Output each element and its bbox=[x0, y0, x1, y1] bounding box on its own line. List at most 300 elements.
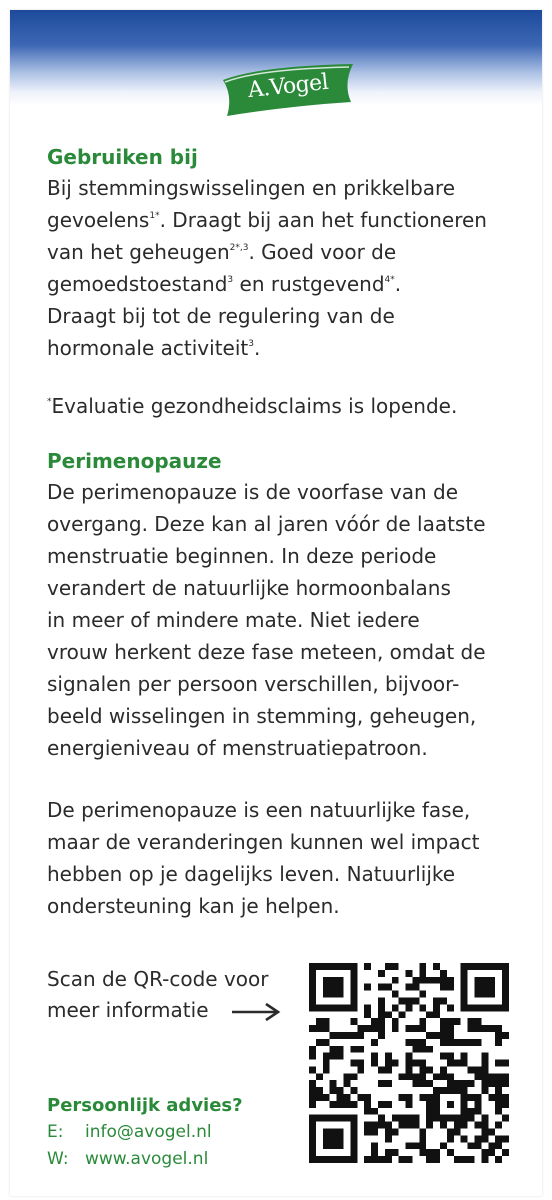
qr-module bbox=[406, 1122, 413, 1129]
qr-module bbox=[406, 984, 413, 991]
qr-module bbox=[412, 1073, 419, 1080]
qr-module bbox=[502, 1060, 509, 1067]
qr-module bbox=[330, 1087, 337, 1094]
qr-module bbox=[392, 991, 399, 998]
qr-module bbox=[481, 1066, 488, 1073]
qr-module bbox=[447, 1039, 454, 1046]
qr-module bbox=[488, 963, 495, 970]
qr-module bbox=[440, 997, 447, 1004]
qr-module bbox=[419, 1060, 426, 1067]
qr-module bbox=[419, 1094, 426, 1101]
qr-module bbox=[495, 963, 502, 970]
qr-module bbox=[323, 1060, 330, 1067]
qr-module bbox=[364, 1094, 371, 1101]
qr-module bbox=[426, 1156, 433, 1163]
qr-module bbox=[488, 1073, 495, 1080]
qr-module bbox=[406, 1053, 413, 1060]
qr-module bbox=[447, 1060, 454, 1067]
qr-module bbox=[440, 1115, 447, 1122]
qr-code[interactable] bbox=[309, 963, 509, 1163]
qr-module bbox=[488, 977, 495, 984]
qr-module bbox=[392, 1115, 399, 1122]
qr-module bbox=[426, 1046, 433, 1053]
footnote-mark: 1* bbox=[149, 211, 160, 221]
qr-module bbox=[419, 1018, 426, 1025]
qr-module bbox=[371, 1122, 378, 1129]
qr-module bbox=[350, 1115, 357, 1122]
qr-module bbox=[481, 963, 488, 970]
qr-module bbox=[440, 970, 447, 977]
qr-module bbox=[323, 1156, 330, 1163]
qr-module bbox=[337, 1156, 344, 1163]
qr-module bbox=[440, 977, 447, 984]
qr-module bbox=[371, 1142, 378, 1149]
qr-module bbox=[316, 963, 323, 970]
qr-module bbox=[337, 1142, 344, 1149]
qr-module bbox=[330, 984, 337, 991]
footnote-mark: 2*,3 bbox=[229, 243, 249, 253]
qr-module bbox=[330, 1046, 337, 1053]
qr-module bbox=[447, 1149, 454, 1156]
qr-module bbox=[350, 1046, 357, 1053]
qr-module bbox=[412, 977, 419, 984]
qr-module bbox=[378, 1156, 385, 1163]
qr-module bbox=[316, 1073, 323, 1080]
qr-module bbox=[481, 1156, 488, 1163]
qr-module bbox=[371, 1060, 378, 1067]
qr-module bbox=[364, 1101, 371, 1108]
qr-module bbox=[433, 1073, 440, 1080]
contact-email-row bbox=[47, 1119, 243, 1146]
qr-module bbox=[447, 1073, 454, 1080]
qr-module bbox=[350, 970, 357, 977]
section-heading-perimenopauze: Perimenopauze bbox=[47, 449, 222, 473]
qr-module bbox=[502, 1094, 509, 1101]
qr-module bbox=[323, 1094, 330, 1101]
avogel-logo bbox=[219, 62, 357, 116]
qr-module bbox=[447, 977, 454, 984]
text-line: . bbox=[394, 272, 402, 296]
claims-note-text: Evaluatie gezondheidsclaims is lopende. bbox=[51, 394, 458, 418]
qr-module bbox=[392, 1060, 399, 1067]
footnote-mark: 3 bbox=[227, 275, 234, 285]
qr-module bbox=[309, 1101, 316, 1108]
qr-module bbox=[357, 1046, 364, 1053]
qr-module bbox=[419, 1073, 426, 1080]
qr-module bbox=[337, 1032, 344, 1039]
qr-module bbox=[309, 991, 316, 998]
qr-module bbox=[475, 1108, 482, 1115]
qr-module bbox=[412, 1039, 419, 1046]
qr-module bbox=[309, 1156, 316, 1163]
qr-module bbox=[378, 1066, 385, 1073]
qr-module bbox=[475, 1004, 482, 1011]
qr-module bbox=[502, 963, 509, 970]
qr-module bbox=[454, 1039, 461, 1046]
qr-module bbox=[392, 1149, 399, 1156]
qr-module bbox=[433, 1087, 440, 1094]
qr-module bbox=[309, 1004, 316, 1011]
qr-module bbox=[468, 1094, 475, 1101]
text-line: en rustgevend bbox=[233, 272, 385, 296]
logo-text: A.Vogel bbox=[246, 69, 330, 104]
qr-module bbox=[502, 997, 509, 1004]
qr-module bbox=[337, 1094, 344, 1101]
qr-module bbox=[433, 963, 440, 970]
qr-module bbox=[440, 1039, 447, 1046]
qr-module bbox=[337, 1046, 344, 1053]
qr-module bbox=[495, 1094, 502, 1101]
qr-module bbox=[330, 991, 337, 998]
qr-module bbox=[350, 1156, 357, 1163]
qr-module bbox=[330, 1142, 337, 1149]
qr-module bbox=[447, 1080, 454, 1087]
qr-module bbox=[481, 1053, 488, 1060]
arrow-right-icon bbox=[230, 1002, 282, 1022]
qr-module bbox=[323, 1066, 330, 1073]
qr-module bbox=[330, 1053, 337, 1060]
qr-module bbox=[309, 977, 316, 984]
qr-module bbox=[419, 977, 426, 984]
qr-module bbox=[316, 1156, 323, 1163]
qr-module bbox=[350, 1142, 357, 1149]
qr-module bbox=[323, 1025, 330, 1032]
qr-module bbox=[406, 970, 413, 977]
qr-module bbox=[330, 1032, 337, 1039]
qr-module bbox=[337, 977, 344, 984]
qr-module bbox=[378, 997, 385, 1004]
qr-module bbox=[392, 963, 399, 970]
qr-module bbox=[364, 1108, 371, 1115]
qr-module bbox=[330, 977, 337, 984]
qr-module bbox=[426, 1011, 433, 1018]
qr-module bbox=[495, 1039, 502, 1046]
qr-module bbox=[481, 1087, 488, 1094]
qr-module bbox=[419, 1135, 426, 1142]
qr-module bbox=[316, 1025, 323, 1032]
qr-module bbox=[461, 1122, 468, 1129]
section-body-gebruiken bbox=[47, 172, 517, 364]
qr-module bbox=[330, 1135, 337, 1142]
qr-module bbox=[419, 1004, 426, 1011]
qr-module bbox=[468, 1142, 475, 1149]
qr-module bbox=[371, 1108, 378, 1115]
qr-module bbox=[385, 1122, 392, 1129]
qr-module bbox=[475, 1101, 482, 1108]
qr-module bbox=[323, 977, 330, 984]
qr-module bbox=[406, 1156, 413, 1163]
qr-module bbox=[488, 984, 495, 991]
qr-module bbox=[343, 1094, 350, 1101]
qr-module bbox=[385, 1101, 392, 1108]
qr-module bbox=[337, 1101, 344, 1108]
qr-module bbox=[475, 963, 482, 970]
qr-module bbox=[440, 1053, 447, 1060]
qr-module bbox=[309, 1122, 316, 1129]
qr-module bbox=[461, 1115, 468, 1122]
qr-module bbox=[419, 1149, 426, 1156]
qr-module bbox=[481, 1149, 488, 1156]
package-panel bbox=[10, 10, 542, 1196]
qr-module bbox=[502, 1073, 509, 1080]
qr-module bbox=[461, 977, 468, 984]
qr-module bbox=[330, 1115, 337, 1122]
qr-module bbox=[454, 1115, 461, 1122]
qr-module bbox=[406, 1073, 413, 1080]
qr-module bbox=[385, 1135, 392, 1142]
qr-module bbox=[385, 1066, 392, 1073]
email-label: E: bbox=[47, 1122, 64, 1142]
qr-module bbox=[426, 1101, 433, 1108]
qr-module bbox=[488, 1149, 495, 1156]
qr-module bbox=[350, 991, 357, 998]
qr-module bbox=[426, 1108, 433, 1115]
qr-module bbox=[461, 997, 468, 1004]
qr-module bbox=[481, 1073, 488, 1080]
qr-module bbox=[323, 1135, 330, 1142]
web-link[interactable]: www.avogel.nl bbox=[85, 1149, 209, 1169]
qr-module bbox=[364, 984, 371, 991]
qr-module bbox=[419, 1066, 426, 1073]
qr-module bbox=[406, 1066, 413, 1073]
qr-module bbox=[378, 970, 385, 977]
qr-module bbox=[461, 984, 468, 991]
qr-module bbox=[475, 1135, 482, 1142]
qr-module bbox=[502, 1135, 509, 1142]
qr-module bbox=[502, 1004, 509, 1011]
qr-module bbox=[406, 1115, 413, 1122]
text-line: . bbox=[253, 336, 261, 360]
qr-module bbox=[412, 1025, 419, 1032]
qr-module bbox=[378, 1032, 385, 1039]
qr-module bbox=[461, 1108, 468, 1115]
qr-module bbox=[481, 1129, 488, 1136]
qr-module bbox=[468, 963, 475, 970]
qr-module bbox=[337, 1053, 344, 1060]
qr-module bbox=[468, 1018, 475, 1025]
qr-module bbox=[502, 1115, 509, 1122]
qr-module bbox=[461, 1101, 468, 1108]
qr-module bbox=[440, 1025, 447, 1032]
qr-module bbox=[502, 984, 509, 991]
qr-module bbox=[481, 991, 488, 998]
qr-module bbox=[350, 1018, 357, 1025]
qr-module bbox=[406, 1039, 413, 1046]
qr-module bbox=[399, 1115, 406, 1122]
qr-module bbox=[412, 1142, 419, 1149]
qr-module bbox=[412, 984, 419, 991]
main-text bbox=[47, 142, 517, 922]
qr-module bbox=[461, 1039, 468, 1046]
qr-module bbox=[426, 977, 433, 984]
qr-module bbox=[495, 1122, 502, 1129]
qr-module bbox=[316, 1018, 323, 1025]
qr-module bbox=[475, 1039, 482, 1046]
qr-module bbox=[330, 1129, 337, 1136]
qr-module bbox=[447, 1115, 454, 1122]
qr-module bbox=[343, 963, 350, 970]
qr-module bbox=[385, 984, 392, 991]
qr-module bbox=[309, 1053, 316, 1060]
qr-module bbox=[447, 1032, 454, 1039]
qr-module bbox=[364, 1122, 371, 1129]
qr-module bbox=[495, 1156, 502, 1163]
qr-module bbox=[350, 1149, 357, 1156]
qr-module bbox=[330, 1156, 337, 1163]
qr-module bbox=[309, 1066, 316, 1073]
qr-module bbox=[343, 1032, 350, 1039]
qr-module bbox=[309, 1129, 316, 1136]
qr-module bbox=[323, 1053, 330, 1060]
qr-module bbox=[475, 1025, 482, 1032]
qr-module bbox=[399, 1156, 406, 1163]
qr-module bbox=[385, 1149, 392, 1156]
qr-module bbox=[440, 1142, 447, 1149]
qr-module bbox=[412, 1060, 419, 1067]
qr-module bbox=[433, 1004, 440, 1011]
qr-module bbox=[364, 963, 371, 970]
qr-module bbox=[357, 1032, 364, 1039]
qr-module bbox=[357, 1066, 364, 1073]
qr-module bbox=[461, 963, 468, 970]
qr-module bbox=[461, 1060, 468, 1067]
qr-module bbox=[468, 1004, 475, 1011]
qr-module bbox=[378, 1080, 385, 1087]
qr-module bbox=[412, 1080, 419, 1087]
qr-module bbox=[461, 970, 468, 977]
qr-module bbox=[350, 1129, 357, 1136]
qr-module bbox=[495, 1087, 502, 1094]
qr-module bbox=[447, 984, 454, 991]
contact-web-row bbox=[47, 1146, 243, 1173]
qr-module bbox=[488, 1004, 495, 1011]
qr-module bbox=[502, 1101, 509, 1108]
qr-module bbox=[337, 991, 344, 998]
qr-module bbox=[343, 1115, 350, 1122]
qr-module bbox=[433, 977, 440, 984]
qr-module bbox=[475, 1122, 482, 1129]
qr-module bbox=[495, 1032, 502, 1039]
qr-module bbox=[433, 1156, 440, 1163]
qr-module bbox=[406, 1060, 413, 1067]
qr-module bbox=[337, 1115, 344, 1122]
qr-module bbox=[502, 977, 509, 984]
qr-module bbox=[454, 1156, 461, 1163]
qr-module bbox=[350, 1004, 357, 1011]
qr-module bbox=[385, 1129, 392, 1136]
text-line: hormonale activiteit bbox=[47, 336, 249, 360]
qr-module bbox=[316, 1004, 323, 1011]
qr-module bbox=[488, 1080, 495, 1087]
qr-module bbox=[309, 1142, 316, 1149]
qr-module bbox=[309, 1087, 316, 1094]
qr-module bbox=[433, 1011, 440, 1018]
qr-module bbox=[502, 1032, 509, 1039]
qr-module bbox=[350, 1135, 357, 1142]
qr-module bbox=[502, 970, 509, 977]
qr-module bbox=[309, 1046, 316, 1053]
qr-module bbox=[419, 970, 426, 977]
qr-module bbox=[378, 1115, 385, 1122]
qr-module bbox=[378, 1101, 385, 1108]
qr-module bbox=[488, 1129, 495, 1136]
qr-module bbox=[364, 1025, 371, 1032]
qr-module bbox=[495, 1135, 502, 1142]
text-line: . Draagt bij aan het functioneren bbox=[159, 208, 487, 232]
qr-module bbox=[495, 1142, 502, 1149]
qr-module bbox=[337, 1129, 344, 1136]
email-link[interactable]: info@avogel.nl bbox=[85, 1122, 212, 1142]
qr-module bbox=[433, 1149, 440, 1156]
qr-module bbox=[426, 1122, 433, 1129]
qr-module bbox=[316, 1039, 323, 1046]
qr-module bbox=[433, 997, 440, 1004]
qr-module bbox=[454, 1080, 461, 1087]
qr-module bbox=[447, 1135, 454, 1142]
qr-module bbox=[323, 984, 330, 991]
qr-module bbox=[468, 1039, 475, 1046]
qr-caption-text: Scan de QR-code voor meer informatie bbox=[47, 967, 269, 1022]
qr-module bbox=[447, 1018, 454, 1025]
qr-module bbox=[475, 1066, 482, 1073]
qr-module bbox=[419, 1142, 426, 1149]
qr-module bbox=[392, 1129, 399, 1136]
qr-module bbox=[488, 1094, 495, 1101]
qr-module bbox=[385, 1053, 392, 1060]
qr-module bbox=[468, 1025, 475, 1032]
qr-module bbox=[461, 1080, 468, 1087]
qr-module bbox=[481, 977, 488, 984]
qr-module bbox=[440, 1122, 447, 1129]
qr-module bbox=[337, 1087, 344, 1094]
web-label: W: bbox=[47, 1149, 69, 1169]
qr-module bbox=[323, 1142, 330, 1149]
footnote-mark: 4* bbox=[384, 275, 395, 285]
qr-module bbox=[406, 1004, 413, 1011]
qr-module bbox=[385, 1011, 392, 1018]
qr-module bbox=[399, 1011, 406, 1018]
qr-module bbox=[378, 1018, 385, 1025]
qr-module bbox=[371, 1149, 378, 1156]
qr-module bbox=[392, 1004, 399, 1011]
qr-module bbox=[440, 984, 447, 991]
qr-module bbox=[454, 1129, 461, 1136]
qr-module bbox=[461, 1094, 468, 1101]
footnote-mark: * bbox=[47, 397, 52, 407]
qr-module bbox=[343, 1073, 350, 1080]
qr-module bbox=[495, 1108, 502, 1115]
qr-module bbox=[392, 977, 399, 984]
qr-module bbox=[357, 1094, 364, 1101]
text-line: . Goed voor de bbox=[248, 240, 397, 264]
qr-module bbox=[488, 991, 495, 998]
qr-module bbox=[343, 1156, 350, 1163]
qr-module bbox=[309, 984, 316, 991]
qr-module bbox=[350, 997, 357, 1004]
qr-module bbox=[323, 1004, 330, 1011]
qr-module bbox=[406, 997, 413, 1004]
qr-module bbox=[461, 1004, 468, 1011]
qr-module bbox=[364, 1156, 371, 1163]
qr-module bbox=[440, 1087, 447, 1094]
qr-module bbox=[412, 997, 419, 1004]
qr-module bbox=[357, 1060, 364, 1067]
qr-module bbox=[433, 1032, 440, 1039]
qr-module bbox=[468, 1080, 475, 1087]
qr-module bbox=[323, 1115, 330, 1122]
qr-module bbox=[350, 1101, 357, 1108]
qr-module bbox=[502, 1149, 509, 1156]
